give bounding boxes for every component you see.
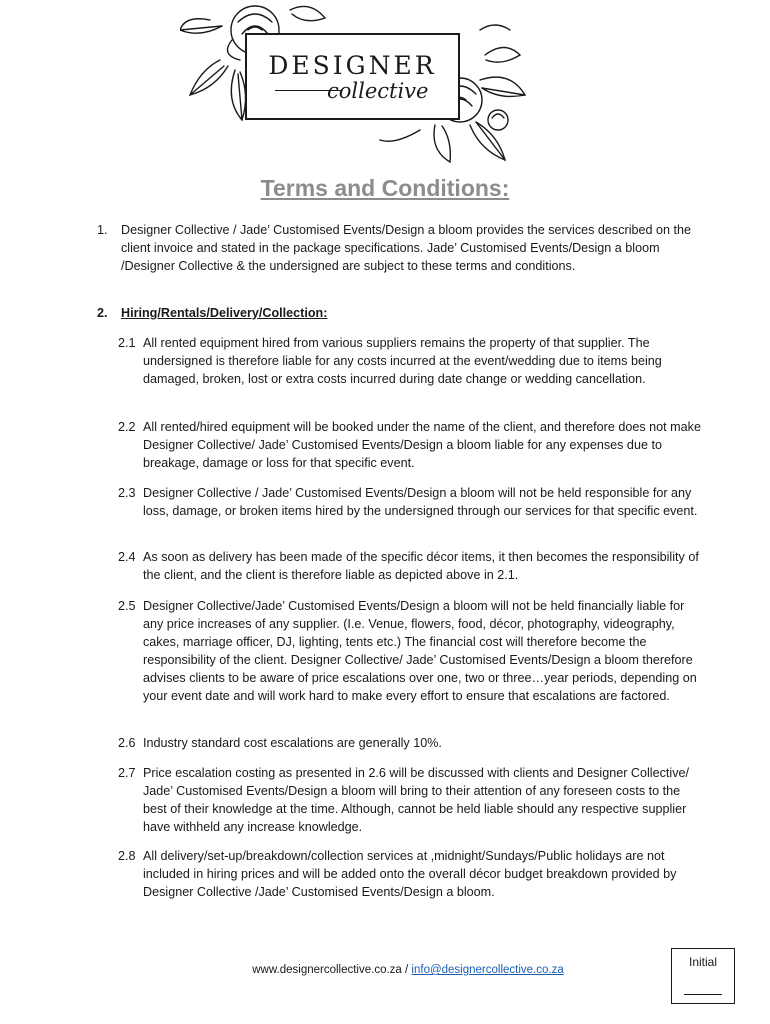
initial-box[interactable]	[671, 948, 735, 1004]
sub-clause-number: 2.2	[118, 420, 136, 434]
sub-clause	[118, 418, 704, 472]
sub-clause-number: 2.5	[118, 599, 136, 613]
page-footer	[0, 964, 770, 976]
item-number: 1.	[97, 223, 108, 237]
logo-script-text: collective	[327, 79, 429, 103]
sub-clause-number: 2.4	[118, 550, 136, 564]
footer-separator: /	[401, 964, 412, 976]
clause-text: Designer Collective / Jade’ Customised Events/Design a bloom provides the services described on the client invoice and stated in the package specifications. Jade’ Customised Events/Design a bloom /Designer Collective & the undersigned are subject to these terms and conditions.	[121, 223, 692, 273]
sub-clause	[118, 764, 704, 836]
sub-clause	[118, 847, 704, 901]
sub-clause	[118, 734, 704, 752]
section-heading: Hiring/Rentals/Delivery/Collection:	[121, 306, 328, 320]
page-title: Terms and Conditions:	[260, 175, 510, 201]
sub-clause-number: 2.3	[118, 486, 136, 500]
item-number: 2.	[97, 306, 108, 320]
sub-clause-text: All delivery/set-up/breakdown/collection services at ,midnight/Sundays/Public holidays are not included in hiring prices and will be added onto the overall décor budget breakdown provided by Designer Collective /Jade’ Customised Events/Design a bloom.	[143, 849, 677, 899]
sub-clause-text: As soon as delivery has been made of the specific décor items, it then becomes the responsibility of the client, and the client is therefore liable as depicted above in 2.1.	[143, 550, 699, 582]
sub-clause-text: All rented equipment hired from various suppliers remains the property of that supplier. The undersigned is therefore liable for any costs incurred at the event/wedding due to items being damaged, broken, lost or extra costs incurred during date change or wedding cancellation.	[143, 336, 662, 386]
sub-clause	[118, 597, 704, 705]
sub-clause-text: Price escalation costing as presented in 2.6 will be discussed with clients and Designer Collective/ Jade’ Customised Events/Design a bloom will bring to their attention of any foreseen costs to the best of their knowledge at the time. Although, cannot be held liable should any respective supplier have withheld any increase knowledge.	[143, 766, 690, 834]
sub-clause-number: 2.8	[118, 849, 136, 863]
logo-frame	[245, 33, 460, 120]
footer-email-link[interactable]: info@designercollective.co.za	[411, 964, 564, 976]
sub-clause	[118, 548, 704, 584]
sub-clause-number: 2.1	[118, 336, 136, 350]
sub-clause	[118, 484, 704, 520]
initial-signature-line	[684, 994, 722, 995]
footer-website: www.designercollective.co.za	[252, 964, 402, 976]
sub-clause-text: Industry standard cost escalations are generally 10%.	[143, 736, 442, 750]
sub-clause	[118, 334, 704, 388]
sub-clause-number: 2.7	[118, 766, 136, 780]
sub-clause-text: Designer Collective/Jade’ Customised Events/Design a bloom will not be held financially liable for any price increases of any supplier. (I.e. Venue, flowers, food, décor, photography, videography, cakes, marriage officer, DJ, lighting, tents etc.) The financial cost will therefore become the responsibility of the client. Designer Collective/ Jade’ Customised Events/Design a bloom therefore advises clients to be aware of price escalations over one, two or three…year periods, depending on your event date and will work hard to make every effort to ensure that escalations are factored.	[143, 599, 697, 703]
sub-clause-text: All rented/hired equipment will be booked under the name of the client, and therefore does not make Designer Collective/ Jade’ Customised Events/Design a bloom liable for any expenses due to breakage, damage or loss for that specific event.	[143, 420, 701, 470]
logo-wordmark: DESIGNER	[268, 51, 437, 80]
sub-clause-text: Designer Collective / Jade’ Customised Events/Design a bloom will not be held responsible for any loss, damage, or broken items hired by the undersigned through our services for that specific event.	[143, 486, 698, 518]
sub-clause-number: 2.6	[118, 736, 136, 750]
initial-label: Initial	[688, 955, 717, 969]
